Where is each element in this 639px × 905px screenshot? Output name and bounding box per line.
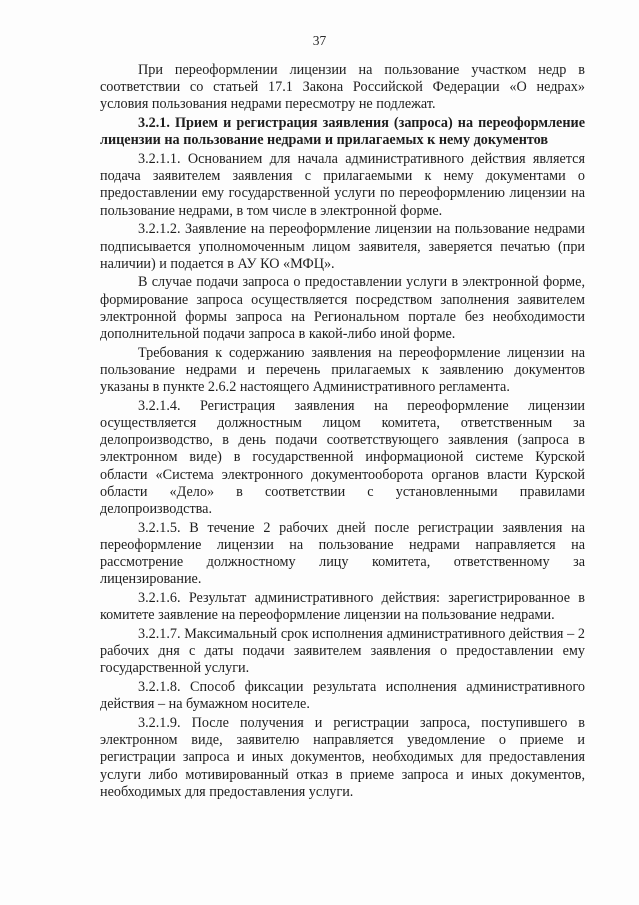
paragraph-electronic-submission: В случае подачи запроса о предоставлении услуги в электронной форме, формирование запроса осуществляется посредством заполнения заявителем электронной формы запроса на Региональном портале без необходимости дополнительной подачи запроса в какой-либо иной форме. [100, 274, 585, 343]
intro-paragraph: При переоформлении лицензии на пользование участком недр в соответствии со статьей 17.1 Закона Российской Федерации «О недрах» условия пользования недрами пересмотру не подлежат. [100, 62, 585, 113]
paragraph-3-2-1-5: 3.2.1.5. В течение 2 рабочих дней после регистрации заявления на переоформление лицензии на пользование недрами направляется на рассмотрение должностному лицу комитета, ответственному за лицензирование. [100, 519, 585, 588]
section-heading-3-2-1: 3.2.1. Прием и регистрация заявления (запроса) на переоформление лицензии на пользование недрами и прилагаемых к нему документов [100, 115, 585, 149]
page-number: 37 [312, 33, 327, 48]
paragraph-3-2-1-7: 3.2.1.7. Максимальный срок исполнения административного действия – 2 рабочих дня с даты подачи заявителем заявления о предоставлении ему государственной услуги. [100, 626, 585, 677]
paragraph-3-2-1-8: 3.2.1.8. Способ фиксации результата исполнения административного действия – на бумажном носителе. [100, 679, 585, 713]
paragraph-3-2-1-6: 3.2.1.6. Результат административного действия: зарегистрированное в комитете заявление на переоформление лицензии на пользование недрами. [100, 590, 585, 624]
paragraph-requirements: Требования к содержанию заявления на переоформление лицензии на пользование недрами и перечень прилагаемых к заявлению документов указаны в пункте 2.6.2 настоящего Административного регламента. [100, 344, 585, 396]
paragraph-3-2-1-4: 3.2.1.4. Регистрация заявления на переоформление лицензии осуществляется должностным лицом комитета, ответственным за делопроизводство, в день подачи соответствующего заявления (запроса в электронном виде) в государственной информационой системе Курской области «Система электронного документооборота органов власти Курской области «Дело» в соответствии с установленными правилами делопроизводства. [100, 397, 585, 518]
paragraph-3-2-1-2: 3.2.1.2. Заявление на переоформление лицензии на пользование недрами подписывается уполномоченным лицом заявителя, заверяется печатью (при наличии) и подается в АУ КО «МФЦ». [100, 221, 585, 272]
paragraph-3-2-1-1: 3.2.1.1. Основанием для начала административного действия является подача заявителем заявления с прилагаемыми к нему документами о предоставлении ему государственной услуги по переоформлению лицензии на пользование недрами, в том числе в электронной форме. [100, 151, 585, 219]
document-body [100, 62, 585, 803]
paragraph-3-2-1-9: 3.2.1.9. После получения и регистрации запроса, поступившего в электронном виде, заявителю направляется уведомление о приеме и регистрации запроса и иных документов, необходимых для предоставления услуги либо мотивированный отказ в приеме запроса и иных документов, необходимых для предоставления услуги. [100, 715, 585, 800]
